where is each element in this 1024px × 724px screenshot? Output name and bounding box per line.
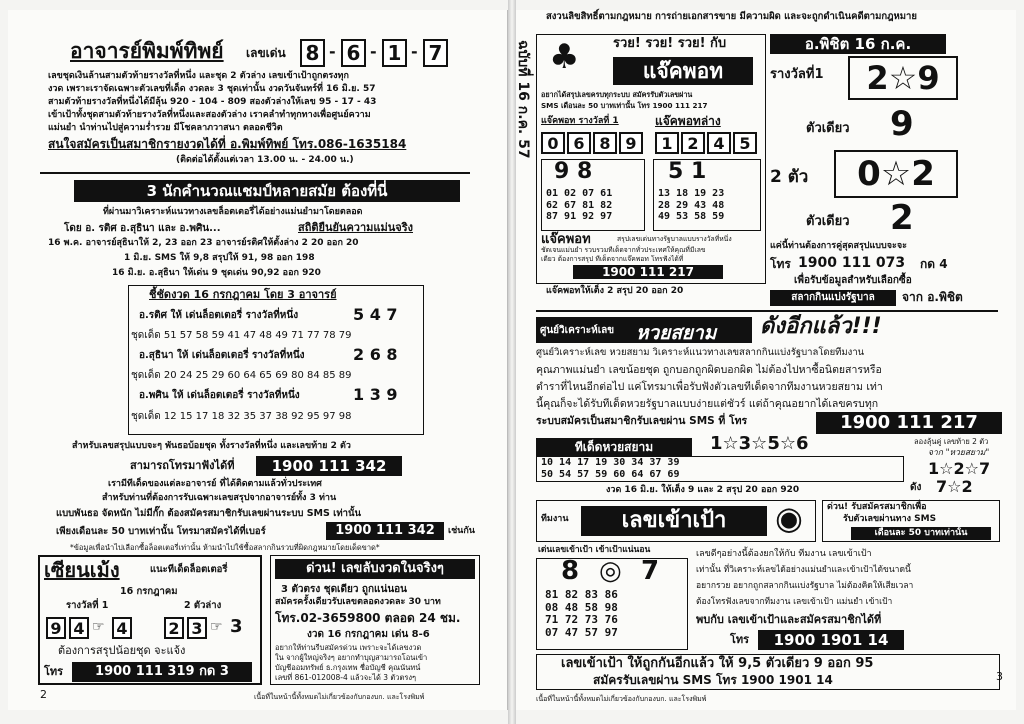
sms-line-5b: เช่นกัน (448, 526, 475, 536)
pick-set: ชุดเด็ด 20 24 25 29 60 64 65 69 80 84 85 89 (131, 370, 352, 381)
pick-num: 2 6 8 (353, 345, 398, 364)
jackpot-digit: 6 (567, 132, 591, 154)
target-p5: พบกับ เลขเข้าเป้าและสมัครสมาชิกได้ที่ (696, 613, 882, 626)
sms-line-2: เรามีทีเด็ดของแต่ละอาจารย์ ที่ได้ติดตามแล้วทั่วประเทศ (108, 479, 322, 489)
pimthip-tag: เลขเด่น (246, 46, 286, 60)
jackpot-grid-b (653, 159, 761, 231)
para-line: งวด เพราะเราจัดเฉพาะตัวเลขที่เด็ด งวดละ 3 ชุดเท่านั้น งวดวันจันทร์ที่ 16 มิ.ย. 57 (48, 84, 376, 94)
phichit-single-1-num: 9 (890, 104, 914, 144)
footer-right: เนื้อที่ในหน้านี้ทั้งหมดไม่เกี่ยวข้องกับกองบก. และโรงพิมพ์ (536, 695, 707, 703)
phichit-title: อ.พิชิต 16 ก.ค. (770, 34, 946, 54)
urgent-l8: เลขที่ 861-012008-4 แล้วจะได้ 3 ตัวตรงๆ (275, 673, 417, 682)
siam-p3: ตำราที่ไหนอีกต่อไป แค่โทรมาเพื่อรับฟังตัวเลขทีเด็ดจากทีมงานหวยสยาม เท่า (536, 381, 883, 393)
jackpot-digit: 1 (655, 132, 679, 154)
dash: - (370, 42, 377, 61)
urgent-l6: ใน จากผู้ใหญ่จริงๆ อยากทำบุญสามารถโอนเข้า (275, 653, 428, 662)
grid-row: 49 53 58 59 (658, 211, 725, 222)
pick-who: อ.รติศ ให้ เด่นล็อตเตอรี่ รางวัลที่หนึ่ง (139, 310, 299, 321)
legal-banner: สงวนลิขสิทธิ์ตามกฎหมาย การถ่ายเอกสารขาย มีความผิด และจะถูกดำเนินคดีตามกฎหมาย (546, 11, 917, 22)
divider (40, 172, 470, 174)
target-big-right: 7 (641, 556, 660, 586)
siam-grid-rows (541, 457, 679, 480)
pointing-hand-icon: ☞ (92, 619, 105, 635)
chian-title: เซียนเม้ง (44, 558, 120, 582)
jackpot-foot-brand: แจ๊คพอท (541, 232, 591, 247)
pick-num: 1 3 9 (353, 385, 398, 404)
sms-line-4: แบบพันธอ จัดหนัก ไม่มีกั๊ก ต้องสมัครสมาชิกรับเลขผ่านระบบ SMS เท่านั้น (56, 508, 361, 519)
call-text: สามารถโทรมาฟังได้ที่ (130, 459, 235, 472)
jackpot-tag-2: SMS เดือนละ 50 บาทเท่านั้น โทร 1900 111 217 (541, 101, 708, 110)
money-tree-icon: ♣ (549, 37, 580, 77)
picks-title: ชี้ชัดงวด 16 กรกฎาคม โดย 3 อาจารย์ (149, 288, 337, 301)
dash: - (411, 42, 418, 61)
target-bottom (536, 654, 1000, 690)
siam-side-b-label: ดัง (910, 482, 922, 493)
champ-title: 3 นักคำนวณแชมป์หลายสมัย ต้องที่นี่ (74, 180, 460, 202)
jackpot-label-b: แจ๊คพอทล่าง (655, 114, 721, 128)
grid-row: 62 67 81 82 (546, 199, 613, 211)
target-promo-2: รับตัวเลขผ่านทาง SMS (843, 514, 937, 524)
page-number-left: 2 (40, 688, 47, 701)
jackpot-foot-2: ชัดเจนแม่นยำ รวบรวมทีเด็ดจากทั่วประเทศให้คุณที่มีเลข (541, 246, 706, 254)
target-p2: เท่านั้น ที่วิเคราะห์เลขได้อย่างแม่นยำและเข้าเป้าได้ขนาดนี้ (696, 565, 911, 575)
siam-grid (536, 456, 904, 482)
para-line: เลขชุดเงินล้านสามตัวท้ายรางวัลที่หนึ่ง และชุด 2 ตัวล่าง เลขเข้าเป้าถูกตรงทุก (48, 71, 349, 81)
siam-tab-digits: 1☆3☆5☆6 (710, 433, 809, 454)
jackpot-brand: แจ๊คพอท (613, 57, 753, 85)
jackpot-digit: 2 (681, 132, 705, 154)
bullseye-icon: ◉ (775, 499, 803, 537)
target-caption: เด่นเลขเข้าเป้า เข้าเป้าแน่นอน (538, 545, 651, 555)
divider (536, 310, 998, 312)
phichit-single-2: ตัวเดียว (806, 214, 850, 229)
pick-who: อ.สุธินา ให้ เด่นล็อตเตอรี่ รางวัลที่หนึ่ง (139, 350, 305, 361)
jackpot-rich: รวย! รวย! รวย! กับ (613, 36, 727, 51)
grid-row: 50 54 57 59 60 64 67 69 (541, 468, 680, 480)
grid-row: 71 72 73 76 (545, 613, 618, 627)
target-promo (822, 500, 1000, 542)
jackpot-foot-1: สรุปเลขเด่นทางรัฐบาลแบบรางวัลที่หนึ่ง (617, 235, 732, 243)
grid-row: 81 82 83 86 (545, 588, 618, 601)
urgent-l4: งวด 16 กรกฎาคม เด่น 8-6 (307, 629, 430, 640)
target-numbers (536, 558, 688, 650)
urgent-l1: 3 ตัวตรง ชุดเดียว ถูกแน่นอน (281, 584, 407, 595)
jackpot-grid-a-rows (546, 188, 612, 223)
para-line: แม่นยำ นำท่านไปสู่ความร่ำรวย มีโชคลาภวาสนา ตลอดชีวิต (48, 123, 283, 133)
jackpot-grid-b-rows (658, 188, 724, 223)
jackpot-box (536, 34, 766, 284)
grid-row: 08 48 58 98 (545, 600, 618, 614)
target-number[interactable]: 1900 1901 14 (758, 630, 904, 650)
chian-number[interactable]: 1900 111 319 กด 3 (72, 662, 252, 682)
target-p4: ต้องโทรฟังเลขจากทีมงาน เลขเข้าเป้า แม่นยำ เข้าเป้า (696, 597, 893, 607)
siam-tab: ทีเด็ดหวยสยาม (536, 438, 692, 456)
siam-side-1: ลองลุ้นคู่ เลขท้าย 2 ตัว (914, 437, 989, 446)
phichit-l4: สลากกินแบ่งรัฐบาล (770, 290, 896, 306)
jackpot-digit: 4 (707, 132, 731, 154)
chian-date: 16 กรกฎาคม (120, 586, 178, 597)
phichit-two: 2 ตัว (770, 167, 809, 187)
pimthip-phone[interactable]: สนใจสมัครเป็นสมาชิกรายงวดได้ที่ อ.พิมพ์ทิพย์ โทร.086-1635184 (48, 137, 407, 151)
spine-text: ฉบับที่ 16 ก.ค. 57 (515, 40, 531, 159)
siam-lead-text: ศูนย์วิเคราะห์เลข (540, 325, 615, 336)
champ-intro-1: ที่ผ่านมาวิเคราะห์แนวทางเลขล็อตเตอรี่ได้อย่างแม่นยำมาโดยตลอด (103, 207, 363, 217)
chian-digit: 4 (69, 617, 89, 639)
pimthip-digit-4: 7 (423, 39, 448, 67)
phichit-single-1: ตัวเดียว (806, 121, 850, 136)
phichit-l2c: กด 4 (920, 257, 948, 271)
hit-line: 1 มิ.ย. SMS ให้ 9,8 สรุปให้ 91, 98 ออก 198 (124, 253, 315, 263)
pick-set: ชุดเด็ด 12 15 17 18 32 35 37 38 92 95 97 98 (131, 411, 352, 422)
phichit-r1: รางวัลที่1 (770, 67, 824, 82)
sms-number[interactable]: 1900 111 342 (326, 522, 444, 540)
jackpot-big-b: 5 1 (668, 159, 707, 184)
chian-digit: 4 (112, 617, 132, 639)
siam-number[interactable]: 1900 111 217 (816, 412, 1002, 434)
target-bottom-1: เลขเข้าเป้า ให้ถูกกันอีกแล้ว ให้ 9,5 ตัวเดียว 9 ออก 95 (561, 656, 874, 671)
urgent-l5: อยากให้ท่านรีบสมัครด่วน เพราะจะได้เลขงวด (275, 643, 422, 652)
target-team: ทีมงาน (541, 514, 569, 524)
sms-line-5a: เพียงเดือนละ 50 บาทเท่านั้น โทรมาสมัครได้ที่เบอร์ (56, 526, 266, 537)
siam-side-b: 7☆2 (936, 477, 973, 496)
jackpot-digit: 0 (541, 132, 565, 154)
pimthip-digit-2: 6 (341, 39, 366, 67)
pimthip-hours: (ติดต่อได้ตั้งแต่เวลา 13.00 น. - 24.00 น.) (176, 155, 354, 165)
phichit-l1: แค่นี้ท่านต้องการคู่สุดสรุปแบบจะจะ (770, 241, 907, 251)
phichit-r1-num: 2☆9 (848, 56, 958, 100)
chian-digit: 3 (230, 616, 243, 637)
chian-digit: 2 (164, 617, 184, 639)
pimthip-title: อาจารย์พิมพ์ทิพย์ (70, 39, 224, 63)
target-p3: อยากรวย อยากถูกสลากกินแบ่งรัฐบาล ไม่ต้องคิดให้เสียเวลา (696, 581, 914, 591)
pimthip-digit-1: 8 (300, 39, 325, 67)
urgent-phone[interactable]: โทร.02-3659800 ตลอด 24 ชม. (275, 611, 461, 625)
chian-box (38, 555, 262, 685)
chian-r2: 2 ตัวล่าง (184, 600, 222, 611)
siam-hit: งวด 16 มิ.ย. ให้เต็ง 9 และ 2 สรุป 20 ออก 920 (606, 485, 800, 495)
para-line: สามตัวท้ายรางวัลที่หนึ่งได้มีลุ้น 920 - 104 - 809 สองตัวล่างให้เลข 95 - 17 - 43 (48, 97, 377, 107)
siam-brand: หวยสยาม (636, 322, 717, 344)
pick-set: ชุดเด็ด 51 57 58 59 41 47 48 49 71 77 78 79 (131, 330, 352, 341)
siam-p2: คุณภาพแม่นยำ เลขน้อยชุด ถูกบอกถูกผิดบอกผิด ไม่ต้องไปหาซื้อนิตยสารหรือ (536, 364, 882, 376)
hit-line: 16 พ.ค. อาจารย์สุธินาให้ 2, 23 ออก 23 อาจารย์รติศให้ตั้งล่าง 2 20 ออก 20 (48, 238, 359, 248)
target-brand: เลขเข้าเป้า (581, 506, 767, 536)
chian-tel: โทร (44, 665, 64, 678)
grid-row: 01 02 07 61 (546, 188, 613, 199)
phichit-single-2-num: 2 (890, 198, 914, 238)
champ-intro-2: โดย อ. รติศ อ.สุธินา และ อ.พศิน... (64, 223, 221, 234)
grid-row: 10 14 17 19 30 34 37 39 (541, 457, 680, 468)
jackpot-tag-1: อยากได้สรุปเลขครบทุกระบบ สมัครรับตัวเลขผ่าน (541, 90, 693, 99)
jackpot-digit: 9 (619, 132, 643, 154)
chian-sub: แนะทีเด็ดล็อตเตอรี่ (150, 564, 228, 575)
phichit-l3: เพื่อรับข้อมูลสำหรับเลือกซื้อ (794, 275, 912, 286)
phichit-two-num: 0☆2 (834, 150, 958, 198)
siam-p5: ระบบสมัครเป็นสมาชิกรับเลขผ่าน SMS ที่ โทร (536, 415, 748, 427)
target-promo-1: ด่วน! รับสมัครสมาชิกเพื่อ (827, 502, 927, 512)
dash: - (329, 42, 336, 61)
pimthip-digit-3: 1 (382, 39, 407, 67)
phichit-phone[interactable]: 1900 111 073 (798, 255, 906, 271)
grid-row: 87 91 92 97 (546, 211, 613, 222)
urgent-l2: สมัครครั้งเดียวรับเลขตลอดงวดละ 30 บาท (275, 597, 441, 607)
chian-ask: ต้องการสรุปน้อยชุด จะแจ้ง (58, 644, 186, 657)
target-promo-3: เดือนละ 50 บาทเท่านั้น (851, 527, 991, 540)
pointing-hand-icon: ☞ (210, 619, 223, 635)
target-bottom-2: สมัครรับเลขผ่าน SMS โทร 1900 1901 14 (593, 673, 833, 687)
siam-p4: นี้คุณก็จะได้รับทีเด็ดหวยรัฐบาลแบบง่ายแต่ชัวร์ แต่ถ้าคุณอยากได้เลขครบทุก (536, 398, 879, 410)
target-banner (536, 500, 816, 542)
target-p1: เลขดีๆอย่างนี้ต้องยกให้กับ ทีมงาน เลขเข้าเป้า (696, 549, 872, 559)
jackpot-foot-3: เดียว ต้องการสรุป ทีเด็ดจากแจ๊คพอท โทรฟังได้ที่ (541, 255, 684, 263)
target-tel: โทร (730, 633, 750, 646)
jackpot-digit: 5 (733, 132, 757, 154)
pick-num: 5 4 7 (353, 305, 398, 324)
siam-head: ดังอีกแล้ว!!! (760, 314, 882, 339)
siam-lead (536, 317, 752, 343)
sms-line-1: สำหรับเลขสรุปแบบจะๆ พันธอบ้อยชุด ทั้งรางวัลที่หนึ่ง และเลขท้าย 2 ตัว (72, 441, 351, 451)
jackpot-number[interactable]: 1900 111 217 (573, 265, 723, 279)
grid-row: 13 18 19 23 (658, 188, 725, 199)
para-line: เข้าเป้าทั้งชุดสามตัวท้ายรางวัลที่หนึ่งและสองตัวล่าง เราคลำทำทุกทางเพื่อศูนย์ความ (48, 110, 371, 120)
target-big-left: 8 (561, 556, 580, 586)
target-icon: ◎ (599, 556, 622, 586)
grid-row: 28 29 43 48 (658, 199, 725, 211)
champ-intro-2b: สถิติยืนยันความแม่นจริง (298, 221, 413, 234)
chian-digit: 9 (46, 617, 66, 639)
chian-digit: 3 (187, 617, 207, 639)
target-grid-rows (545, 589, 618, 640)
page-number-right: 3 (996, 670, 1003, 683)
phichit-l4b: จาก อ.พิชิต (902, 290, 963, 304)
jackpot-grid-a (541, 159, 645, 231)
siam-side-a: 1☆2☆7 (928, 459, 991, 478)
sms-line-3: สำหรับท่านที่ต้องการรับเฉพาะเลขสรุปจากอาจารย์ทั้ง 3 ท่าน (102, 493, 337, 503)
urgent-title: ด่วน! เลขลับงวดในจริงๆ (275, 559, 475, 579)
right-page (516, 10, 1016, 710)
champ-picks-box (128, 285, 424, 435)
siam-p1: ศูนย์วิเคราะห์เลข หวยสยาม วิเคราะห์แนวทางเลขสลากกินแบ่งรัฐบาลโดยทีมงาน (536, 347, 865, 358)
jackpot-hit: แจ๊คพอทให้เต็ง 2 สรุป 20 ออก 20 (546, 286, 684, 296)
jackpot-label-a: แจ๊คพอท รางวัลที่ 1 (541, 116, 619, 126)
siam-side-2: จาก "หวยสยาม" (928, 448, 990, 458)
legal-note: *ข้อมูลเพื่อนำไปเลือกซื้อล็อตเตอรี่เท่านั้น ห้ามนำไปใช้ซื้อสลากกินรวบที่ผิดกฎหมายโดยเด็ดขาด* (70, 543, 380, 552)
left-page (8, 10, 508, 710)
jackpot-big-a: 9 8 (554, 159, 593, 184)
urgent-l7: บัญชีออมทรัพย์ ธ.กรุงเทพ ชื่อบัญชี คุณนันทน์ (275, 663, 421, 672)
grid-row: 07 47 57 97 (545, 625, 618, 639)
call-number[interactable]: 1900 111 342 (256, 456, 402, 476)
phichit-l2a: โทร (770, 257, 791, 271)
hit-line: 16 มิ.ย. อ.สุธินา ให้เด่น 9 ชุดเด่น 90,92 ออก 920 (112, 268, 321, 278)
urgent-box (270, 555, 480, 685)
pick-who: อ.พศิน ให้ เด่นล็อตเตอรี่ รางวัลที่หนึ่ง (139, 390, 300, 401)
footer-left: เนื้อที่ในหน้านี้ทั้งหมดไม่เกี่ยวข้องกับกองบก. และโรงพิมพ์ (254, 693, 425, 701)
chian-r1: รางวัลที่ 1 (66, 600, 109, 611)
jackpot-digit: 8 (593, 132, 617, 154)
